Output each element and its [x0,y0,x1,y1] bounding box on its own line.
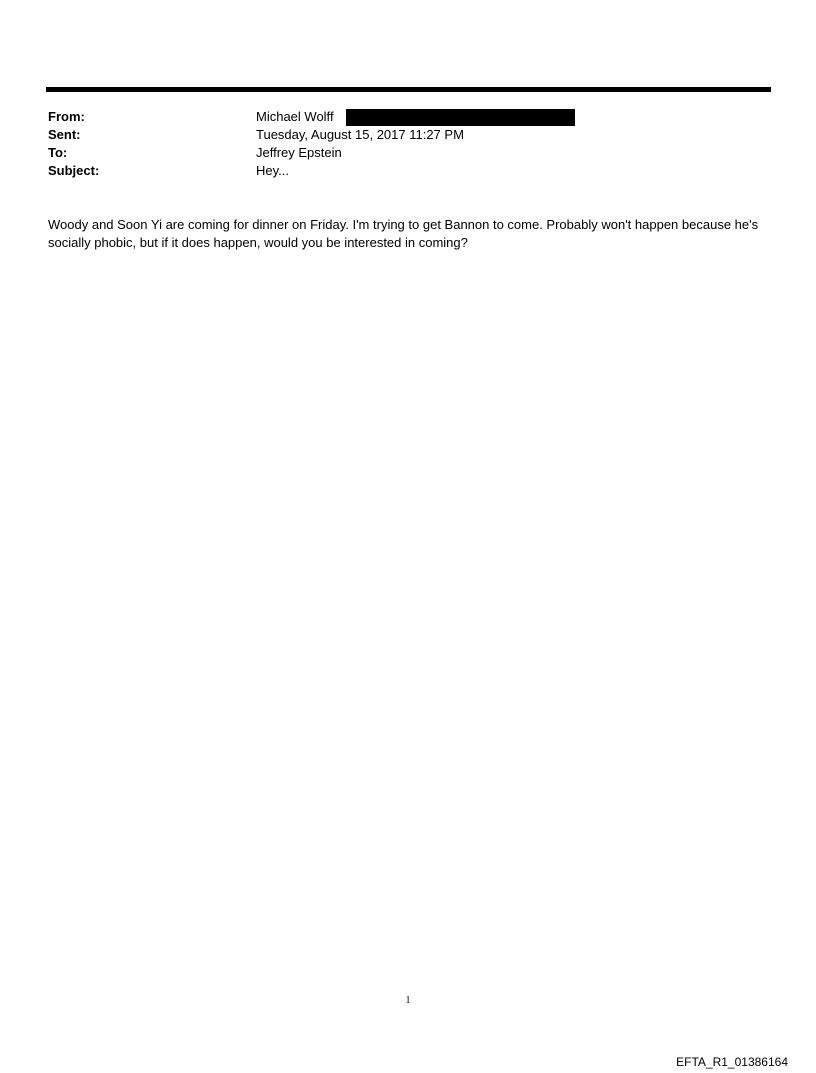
subject-value: Hey... [256,163,289,178]
from-value: Michael Wolff [256,109,334,124]
subject-row [48,162,768,180]
sent-row [48,126,768,144]
redaction-block [346,109,575,126]
to-label: To: [48,145,68,160]
header-divider-rule [46,87,771,92]
email-header [48,108,768,180]
to-row [48,144,768,162]
from-label: From: [48,109,85,124]
to-value: Jeffrey Epstein [256,145,342,160]
page-number: 1 [405,995,411,1006]
sent-label: Sent: [48,127,81,142]
document-id: EFTA_R1_01386164 [676,1055,788,1069]
subject-label: Subject: [48,163,100,178]
sent-value: Tuesday, August 15, 2017 11:27 PM [256,127,464,142]
from-row [48,108,768,126]
email-body: Woody and Soon Yi are coming for dinner on Friday. I'm trying to get Bannon to come. Probably won't happen because he's socially phobic, but if it does happen, would you be interested in coming? [48,217,759,250]
